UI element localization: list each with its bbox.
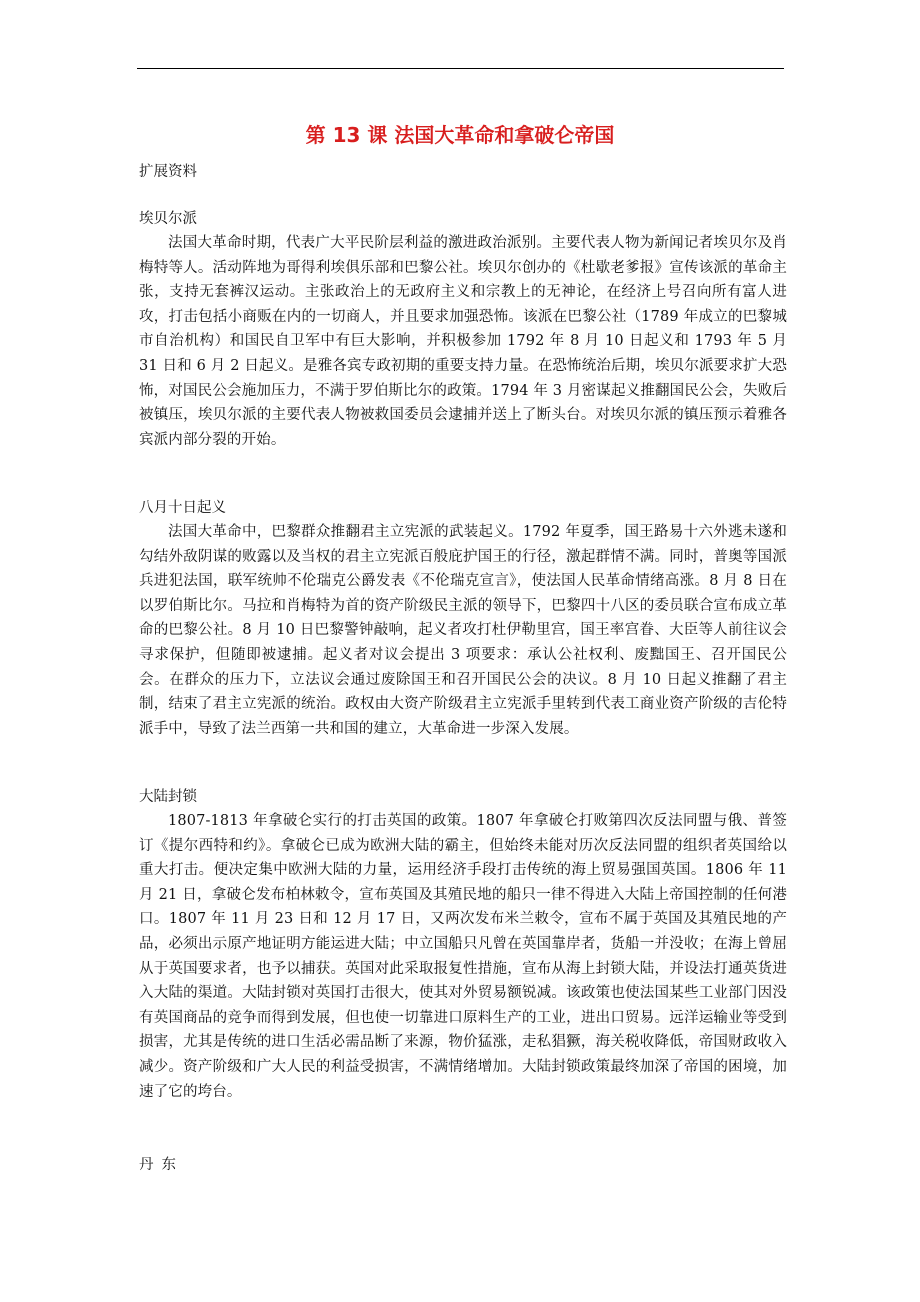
section-heading: 埃贝尔派 — [139, 211, 197, 227]
section-continental-system — [139, 785, 787, 1104]
section-body: 法国大革命中，巴黎群众推翻君主立宪派的武装起义。1792 年夏季，国王路易十六外逃未遂和勾结外敌阴谋的败露以及当权的君主立宪派百般庇护国王的行径，激起群情不满。同时，普奥等国派兵进犯法国，联军统帅不伦瑞克公爵发表《不伦瑞克宣言》，使法国人民革命情绪高涨。8 月 8 日在以罗伯斯比尔。马拉和肖梅特为首的资产阶级民主派的领导下，巴黎四十八区的委员联合宣布成立革命的巴黎公社。8 月 10 日巴黎警钟敲响，起义者攻打杜伊勒里宫，国王率宫眷、大臣等人前往议会寻求保护，但随即被逮捕。起义者对议会提出 3 项要求：承认公社权利、废黜国王、召开国民公会。在群众的压力下，立法议会通过废除国王和召开国民公会的决议。8 月 10 日起义推翻了君主制，结束了君主立宪派的统治。政权由大资产阶级君主立宪派手里转到代表工商业资产阶级的吉伦特派手中，导致了法兰西第一共和国的建立，大革命进一步深入发展。 — [139, 524, 787, 737]
section-hebertists — [139, 207, 787, 452]
page-title: 第 13 课 法国大革命和拿破仑帝国 — [305, 123, 615, 147]
section-body: 法国大革命时期，代表广大平民阶层利益的激进政治派别。主要代表人物为新闻记者埃贝尔及肖梅特等人。活动阵地为哥得利埃俱乐部和巴黎公社。埃贝尔创办的《杜歇老爹报》宣传该派的革命主张，支持无套裤汉运动。主张政治上的无政府主义和宗教上的无神论，在经济上号召向所有富人进攻，打击包括小商贩在内的一切商人，并且要求加强恐怖。该派在巴黎公社（1789 年成立的巴黎城市自治机构）和国民自卫军中有巨大影响，并积极参加 1792 年 8 月 10 日起义和 1793 年 5 月 31 日和 6 月 2 日起义。是雅各宾专政初期的重要支持力量。在恐怖统治后期，埃贝尔派要求扩大恐怖，对国民公会施加压力，不满于罗伯斯比尔的政策。1794 年 3 月密谋起义推翻国民公会，失败后被镇压，埃贝尔派的主要代表人物被救国委员会逮捕并送上了断头台。对埃贝尔派的镇压预示着雅各宾派内部分裂的开始。 — [139, 235, 787, 448]
subtitle: 扩展资料 — [139, 164, 197, 180]
section-heading: 八月十日起义 — [139, 500, 226, 516]
header-rule — [137, 68, 784, 69]
author: 丹东 — [139, 1157, 184, 1173]
section-heading: 大陆封锁 — [139, 789, 197, 805]
section-august-10-insurrection — [139, 496, 787, 741]
section-body: 1807-1813 年拿破仑实行的打击英国的政策。1807 年拿破仑打败第四次反法同盟与俄、普签订《提尔西特和约》。拿破仑已成为欧洲大陆的霸主，但始终未能对历次反法同盟的组织者英国给以重大打击。便决定集中欧洲大陆的力量，运用经济手段打击传统的海上贸易强国英国。1806 年 11 月 21 日，拿破仑发布柏林敕令，宣布英国及其殖民地的船只一律不得进入大陆上帝国控制的任何港口。1807 年 11 月 23 日和 12 月 17 日，又两次发布米兰敕令，宣布不属于英国及其殖民地的产品，必须出示原产地证明方能运进大陆；中立国船只凡曾在英国靠岸者，货船一并没收；在海上曾屈从于英国要求者，也予以捕获。英国对此采取报复性措施，宣布从海上封锁大陆，并设法打通英货进入大陆的渠道。大陆封锁对英国打击很大，使其对外贸易额锐减。该政策也使法国某些工业部门因没有英国商品的竞争而得到发展，但也使一切靠进口原料生产的工业，进出口贸易。远洋运输业等受到损害，尤其是传统的进口生活必需品断了来源，物价猛涨，走私猖獗，海关税收降低，帝国财政收入减少。资产阶级和广大人民的利益受损害，不满情绪增加。大陆封锁政策最终加深了帝国的困境，加速了它的垮台。 — [139, 813, 787, 1100]
